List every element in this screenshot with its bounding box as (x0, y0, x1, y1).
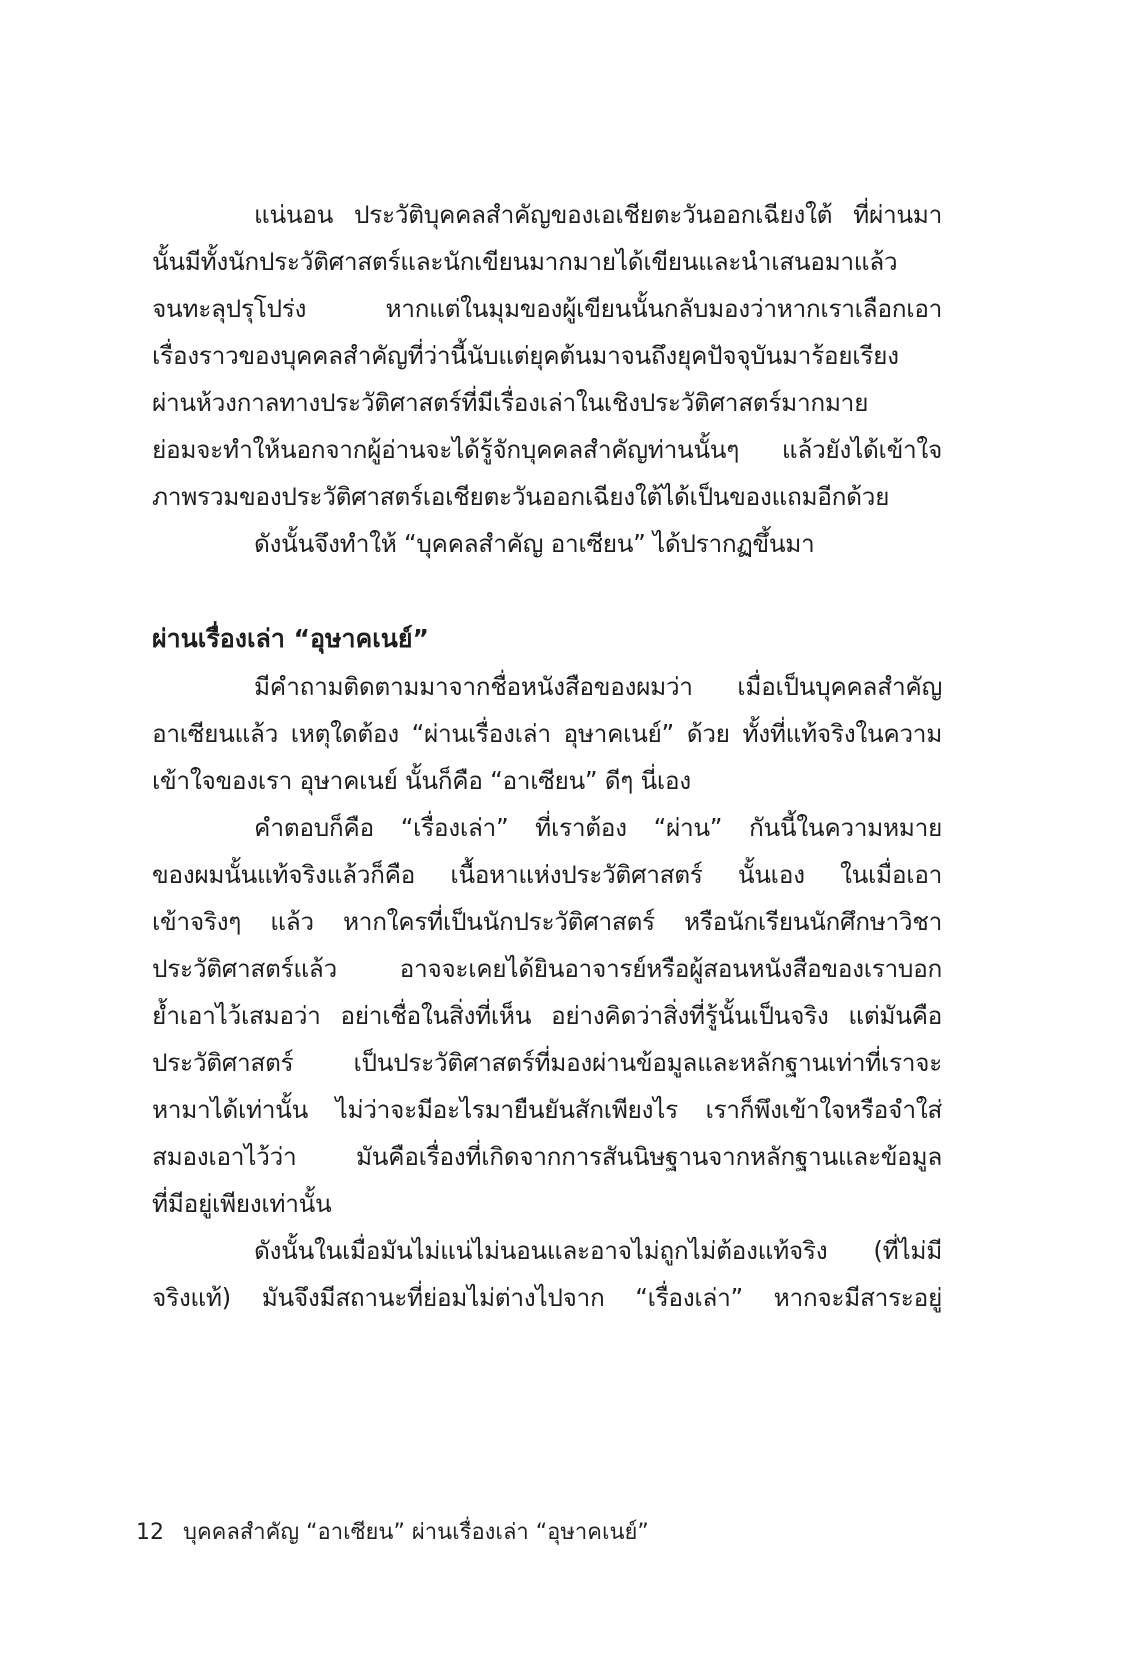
paragraph-line: เรื่องราวของบุคคลสำคัญที่ว่านี้นับแต่ยุคต้นมาจนถึงยุคปัจจุบันมาร้อยเรียง (152, 341, 899, 370)
paragraph-line: นั้นมีทั้งนักประวัติศาสตร์และนักเขียนมากมายได้เขียนและนำเสนอมาแล้ว (152, 247, 898, 276)
page-number: 12 (136, 1520, 164, 1545)
paragraph-line: หามาได้เท่านั้น ไม่ว่าจะมีอะไรมายืนยันสักเพียงไร เราก็พึงเข้าใจหรือจำใส่ (152, 1095, 942, 1124)
section-heading: ผ่านเรื่องเล่า “อุษาคเนย์” (152, 624, 429, 653)
page-footer (136, 1522, 649, 1544)
paragraph-line: จนทะลุปรุโปร่ง หากแต่ในมุมของผู้เขียนนั้นกลับมองว่าหากเราเลือกเอา (152, 294, 942, 323)
paragraph-line: ย่อมจะทำให้นอกจากผู้อ่านจะได้รู้จักบุคคลสำคัญท่านนั้นๆ แล้วยังได้เข้าใจ (152, 435, 942, 464)
paragraph-line: ประวัติศาสตร์ เป็นประวัติศาสตร์ที่มองผ่านข้อมูลและหลักฐานเท่าที่เราจะ (152, 1048, 942, 1077)
paragraph-line: ผ่านห้วงกาลทางประวัติศาสตร์ที่มีเรื่องเล่าในเชิงประวัติศาสตร์มากมาย (152, 388, 869, 417)
paragraph-line: ย้ำเอาไว้เสมอว่า อย่าเชื่อในสิ่งที่เห็น อย่างคิดว่าสิ่งที่รู้นั้นเป็นจริง แต่มันคือ (152, 1001, 942, 1030)
paragraph-line: เข้าจริงๆ แล้ว หากใครที่เป็นนักประวัติศาสตร์ หรือนักเรียนนักศึกษาวิชา (152, 907, 942, 936)
paragraph-line: คำตอบก็คือ “เรื่องเล่า” ที่เราต้อง “ผ่าน” กันนี้ในความหมาย (254, 813, 942, 842)
paragraph-line: ดังนั้นจึงทำให้ “บุคคลสำคัญ อาเซียน” ได้ปรากฏขึ้นมา (254, 529, 815, 558)
paragraph-line: อาเซียนแล้ว เหตุใดต้อง “ผ่านเรื่องเล่า อุษาคเนย์” ด้วย ทั้งที่แท้จริงในความ (152, 719, 942, 748)
paragraph-line: ประวัติศาสตร์แล้ว อาจจะเคยได้ยินอาจารย์หรือผู้สอนหนังสือของเราบอก (152, 954, 942, 983)
paragraph-line: สมองเอาไว้ว่า มันคือเรื่องที่เกิดจากการสันนิษฐานจากหลักฐานและข้อมูล (152, 1142, 942, 1171)
paragraph-line: มีคำถามติดตามมาจากชื่อหนังสือของผมว่า เมื่อเป็นบุคคลสำคัญ (254, 672, 942, 701)
paragraph-line: ที่มีอยู่เพียงเท่านั้น (152, 1189, 332, 1218)
paragraph-line: ของผมนั้นแท้จริงแล้วก็คือ เนื้อหาแห่งประวัติศาสตร์ นั้นเอง ในเมื่อเอา (152, 860, 942, 889)
paragraph-line: จริงแท้) มันจึงมีสถานะที่ย่อมไม่ต่างไปจาก “เรื่องเล่า” หากจะมีสาระอยู่ (152, 1283, 942, 1312)
paragraph-line: เข้าใจของเรา อุษาคเนย์ นั้นก็คือ “อาเซียน” ดีๆ นี่เอง (152, 766, 691, 795)
paragraph-line: ภาพรวมของประวัติศาสตร์เอเชียตะวันออกเฉียงใต้ได้เป็นของแถมอีกด้วย (152, 482, 890, 511)
paragraph-line: แน่นอน ประวัติบุคคลสำคัญของเอเชียตะวันออกเฉียงใต้ ที่ผ่านมา (254, 200, 942, 229)
book-title: บุคคลสำคัญ “อาเซียน” ผ่านเรื่องเล่า “อุษาคเนย์” (183, 1520, 649, 1545)
paragraph-line: ดังนั้นในเมื่อมันไม่แน่ไม่นอนและอาจไม่ถูกไม่ต้องแท้จริง (ที่ไม่มี (254, 1236, 942, 1265)
